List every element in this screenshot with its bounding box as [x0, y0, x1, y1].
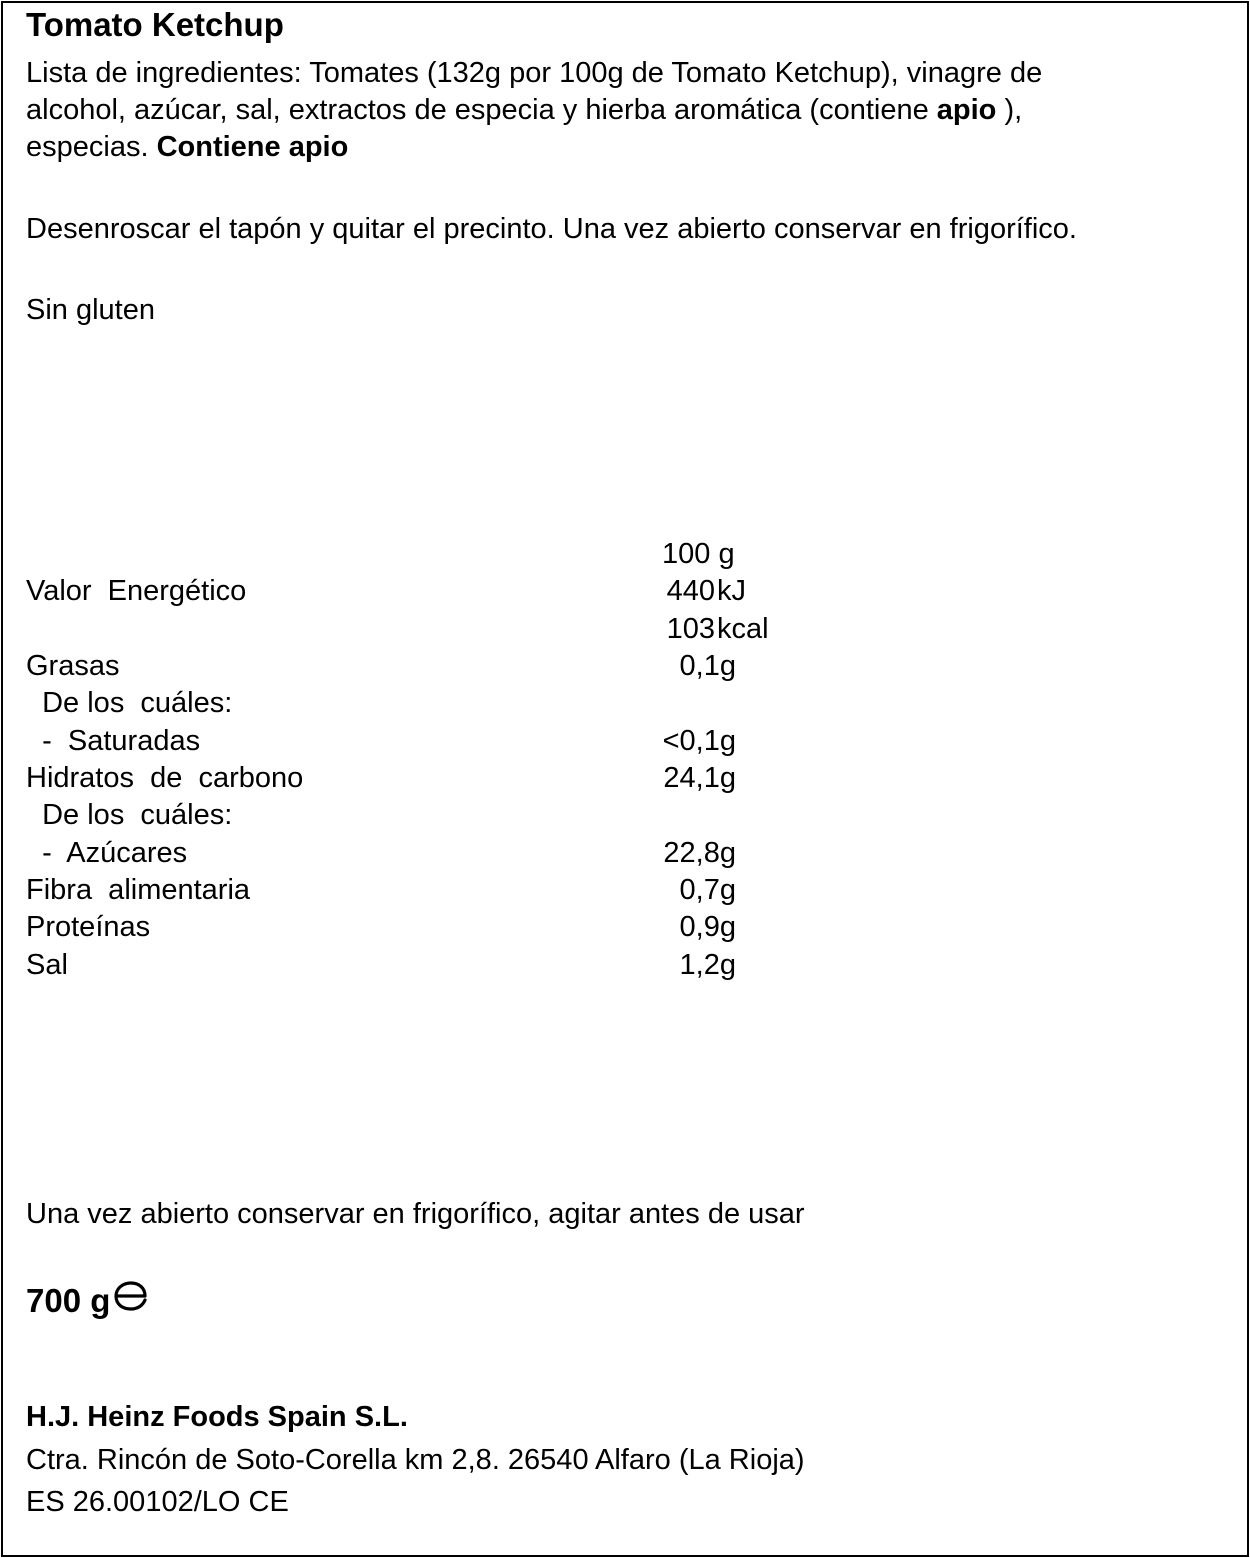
nutrition-row — [0, 909, 1250, 946]
gluten-free-claim: Sin gluten — [26, 294, 155, 326]
ingredients-line-1: Lista de ingredientes: Tomates (132g por 100g de Tomato Ketchup), vinagre de — [26, 57, 1043, 89]
nutrition-label: - Saturadas — [26, 725, 201, 757]
allergen-statement: Contiene apio — [156, 131, 349, 163]
manufacturer-name: H.J. Heinz Foods Spain S.L. — [26, 1401, 408, 1433]
nutrition-row — [0, 723, 1250, 760]
nutrition-header-row — [0, 536, 1250, 573]
nutrition-value: 0,1g — [679, 650, 736, 682]
ingredients-line-2 — [26, 92, 1022, 129]
net-weight — [26, 1281, 150, 1321]
nutrition-label: Valor Energético — [26, 575, 247, 607]
ingredients-line-3-text: especias. — [26, 131, 157, 163]
nutrition-row — [0, 760, 1250, 797]
allergen-celery: apio — [936, 94, 997, 126]
nutrition-value: <0,1g — [662, 725, 736, 757]
nutrition-row — [0, 648, 1250, 685]
nutrition-unit: kcal — [717, 613, 769, 645]
nutrition-row-energy-kcal — [0, 611, 1250, 648]
nutrition-row — [0, 797, 1250, 834]
nutrition-row — [0, 947, 1250, 984]
nutrition-value: 22,8g — [663, 837, 736, 869]
nutrition-value: 0,9g — [679, 911, 736, 943]
nutrition-row — [0, 685, 1250, 722]
nutrition-label: De los cuáles: — [26, 687, 233, 719]
product-title: Tomato Ketchup — [26, 6, 284, 43]
nutrition-label: Grasas — [26, 650, 120, 682]
ingredients-line-2-end: ), — [996, 94, 1023, 126]
nutrition-value: 440 — [666, 575, 715, 607]
storage-instructions: Una vez abierto conservar en frigorífico, agitar antes de usar — [26, 1198, 805, 1230]
nutrition-row — [0, 872, 1250, 909]
manufacturer-address: Ctra. Rincón de Soto-Corella km 2,8. 26540 Alfaro (La Rioja) — [26, 1444, 805, 1476]
nutrition-value: 1,2g — [679, 949, 736, 981]
nutrition-value: 103 — [666, 613, 715, 645]
nutrition-label: - Azúcares — [26, 837, 188, 869]
ingredients-line-3 — [26, 129, 348, 166]
opening-instructions: Desenroscar el tapón y quitar el precinto. Una vez abierto conservar en frigorífico. — [26, 213, 1077, 245]
nutrition-value: 0,7g — [679, 874, 736, 906]
nutrition-label: Sal — [26, 949, 68, 981]
nutrition-label: Proteínas — [26, 911, 151, 943]
health-registry-number: ES 26.00102/LO CE — [26, 1486, 289, 1518]
nutrition-per-100g-header: 100 g — [662, 538, 735, 570]
nutrition-label: Fibra alimentaria — [26, 874, 251, 906]
nutrition-value: 24,1g — [663, 762, 736, 794]
nutrition-row — [0, 835, 1250, 872]
nutrition-label: Hidratos de carbono — [26, 762, 304, 794]
ingredients-line-2-text: alcohol, azúcar, sal, extractos de especia y hierba aromática (contiene — [26, 94, 937, 126]
nutrition-label: De los cuáles: — [26, 799, 233, 831]
estimated-sign-icon — [112, 1280, 150, 1320]
net-weight-value: 700 g — [26, 1282, 111, 1319]
nutrition-unit: kJ — [717, 575, 746, 607]
nutrition-row-energy-kj — [0, 573, 1250, 610]
